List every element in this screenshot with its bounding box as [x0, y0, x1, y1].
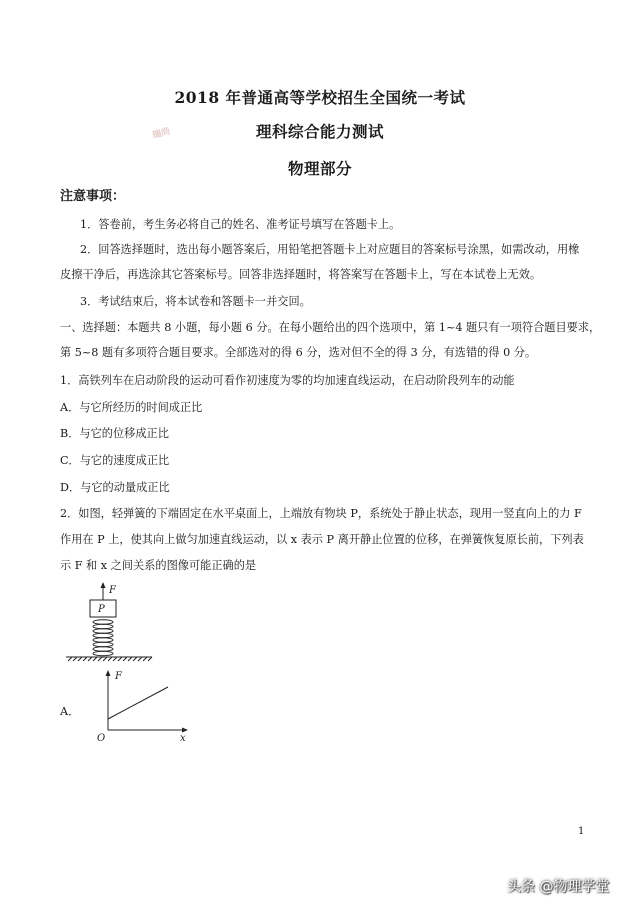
notice-heading: 注意事项： [60, 189, 126, 204]
option-a-graph [92, 668, 202, 746]
question-2-line-3: 示 F 和 x 之间关系的图像可能正确的是 [60, 559, 257, 572]
exam-title: 2018 年普通高等学校招生全国统一考试 [174, 88, 466, 107]
spring-block-figure [60, 580, 160, 666]
question-2-line-1: 2．如图，轻弹簧的下端固定在水平桌面上，上端放有物块 P，系统处于静止状态，现用一竖直向上的力 F [60, 507, 582, 520]
notice-item-2-line-2: 皮擦干净后，再选涂其它答案标号。回答非选择题时，将答案写在答题卡上，写在本试卷上无效。 [60, 268, 542, 281]
section1-instructions-line-1: 一、选择题：本题共 8 小题，每小题 6 分。在每小题给出的四个选项中，第 1~4 题只有一项符合题目要求， [60, 321, 601, 334]
section1-instructions-line-2: 第 5~8 题有多项符合题目要求。全部选对的得 6 分，选对但不全的得 3 分，有选错的得 0 分。 [60, 346, 537, 359]
origin-label: O [97, 733, 106, 744]
y-axis-label: F [115, 671, 122, 682]
x-axis [108, 728, 188, 733]
question-1-option-c: C．与它的速度成正比 [60, 454, 170, 467]
f-x-line [108, 687, 168, 719]
question-1-option-b: B．与它的位移成正比 [60, 427, 169, 440]
stamp-watermark: 瑞尚 [151, 126, 172, 142]
block-label: P [98, 604, 105, 615]
question-2-line-2: 作用在 P 上，使其向上做匀加速直线运动，以 x 表示 P 离开静止位置的位移，在弹簧恢复原长前，下列表 [60, 533, 584, 546]
spring-icon [93, 620, 113, 656]
y-axis [106, 670, 111, 730]
source-watermark: 头条 @物理学堂 [507, 879, 610, 895]
section-title: 物理部分 [287, 159, 352, 178]
question-1-option-a: A．与它所经历的时间成正比 [60, 401, 203, 414]
notice-item-3: 3．考试结束后，将本试卷和答题卡一并交回。 [80, 295, 311, 308]
x-axis-label: x [180, 733, 186, 744]
question-1-option-d: D．与它的动量成正比 [60, 481, 170, 494]
notice-item-2-line-1: 2．回答选择题时，选出每小题答案后，用铅笔把答题卡上对应题目的答案标号涂黑，如需改动，用橡 [80, 243, 580, 256]
force-arrow-icon [101, 582, 106, 600]
question-2-option-a-label: A． [60, 705, 80, 718]
force-label: F [109, 585, 116, 596]
page-number: 1 [578, 826, 585, 837]
question-1-stem: 1．高铁列车在启动阶段的运动可看作初速度为零的均加速直线运动，在启动阶段列车的动能 [60, 374, 515, 387]
notice-item-1: 1．答卷前，考生务必将自己的姓名、准考证号填写在答题卡上。 [80, 218, 401, 231]
table-surface-icon [66, 657, 152, 661]
exam-subtitle: 理科综合能力测试 [255, 122, 384, 141]
